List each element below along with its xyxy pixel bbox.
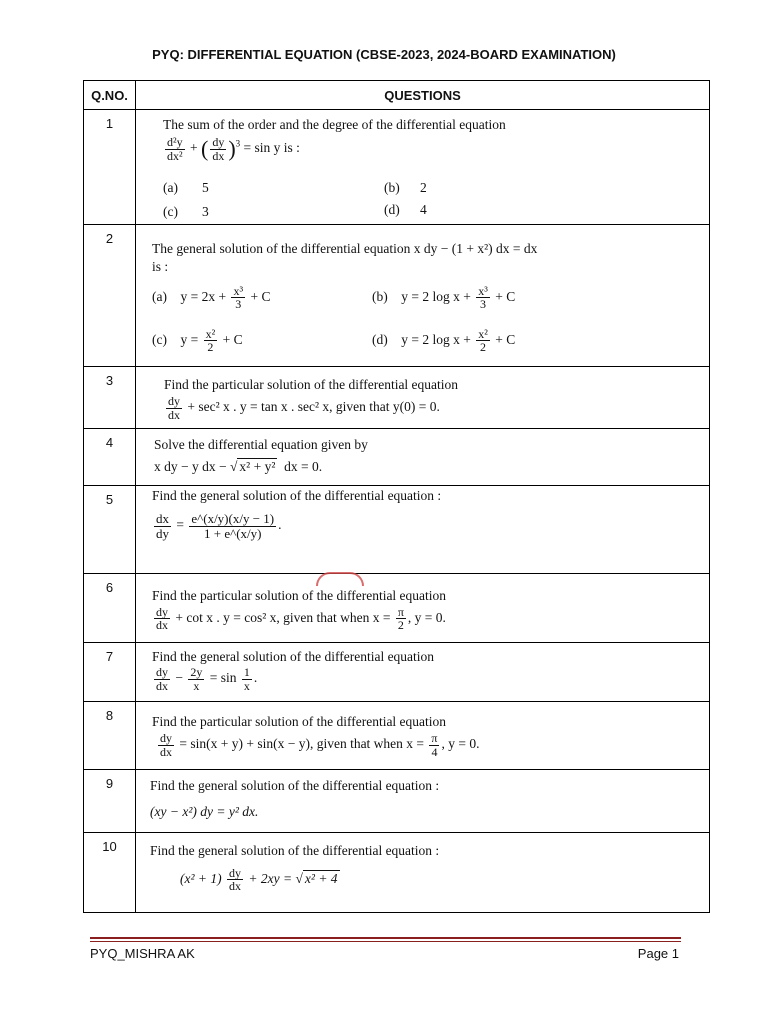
question-text: Solve the differential equation given by (154, 437, 368, 453)
question-number: 5 (84, 486, 136, 573)
table-row (84, 832, 710, 912)
question-text: Find the general solution of the differential equation : (150, 778, 440, 794)
question-text-2: is : (152, 258, 169, 274)
option-b: (b) y = 2 log x + $\frac{\text{x³}}{3}$ + C (372, 283, 516, 312)
table-row (84, 486, 710, 573)
question-number: 8 (84, 702, 136, 770)
table-row (84, 367, 710, 429)
question-equation: $\frac{dy}{dx}$ + cot x . y = cos² x, given that when x = $\frac{\pi}{2}$ , y = 0. (156, 604, 446, 633)
question-equation: $\frac{dy}{dx}$ − $\frac{2y}{x}$ = sin $\frac{1}{x}$ . (156, 664, 258, 693)
question-cell (136, 224, 710, 367)
question-text: Find the general solution of the differential equation (152, 648, 435, 664)
page-title: PYQ: DIFFERENTIAL EQUATION (CBSE-2023, 2024-BOARD EXAMINATION) (152, 47, 616, 62)
header-qno: Q.NO. (84, 81, 136, 110)
table-row (84, 224, 710, 367)
question-text: The general solution of the differential equation x dy − (1 + x²) dx = dx (152, 240, 538, 256)
table-row (84, 573, 710, 642)
question-text: Find the general solution of the differential equation : (150, 842, 440, 858)
option-a-value: 5 (202, 180, 209, 196)
question-equation: $\frac{dy}{dx}$ + sec² x . y = tan x . sec² x, given that y(0) = 0. (168, 394, 440, 422)
questions-table (83, 80, 710, 913)
table-row (84, 429, 710, 486)
table-row (84, 110, 710, 224)
question-equation: $\frac{\text{d²y}}{\text{dx²}}$ + ( $\frac{dy}{dx}$ )$^3$ = sin y is : (167, 135, 300, 163)
table-header-row (84, 81, 710, 110)
header-questions: QUESTIONS (136, 81, 710, 110)
question-cell (136, 573, 710, 642)
question-cell (136, 429, 710, 486)
question-number: 3 (84, 367, 136, 429)
footer-rule-thin (90, 941, 681, 942)
question-text: Find the particular solution of the differential equation (164, 377, 459, 392)
option-c-value: 3 (202, 204, 209, 220)
option-d: (d) y = 2 log x + $\frac{\text{x²}}{2}$ + C (372, 326, 516, 355)
question-equation: (x² + 1) $\frac{dy}{dx}$ + 2xy = √ x² + 4 (180, 865, 338, 894)
question-cell (136, 642, 710, 701)
question-text: Find the particular solution of the differential equation (152, 587, 447, 603)
option-c: (c) y = $\frac{\text{x²}}{2}$ + C (152, 326, 243, 355)
question-number: 2 (84, 224, 136, 367)
question-number: 10 (84, 832, 136, 912)
question-cell (136, 702, 710, 770)
option-b-value: 2 (420, 180, 427, 196)
question-number: 4 (84, 429, 136, 486)
table-row (84, 642, 710, 701)
question-number: 7 (84, 642, 136, 701)
question-text: Find the general solution of the differential equation : (152, 488, 442, 504)
footer-rule (90, 937, 681, 939)
school-seal-fragment (316, 572, 364, 586)
question-equation: $\frac{dx}{dy}$ = $\frac{e\^{}(x/y)(x/y - 1)}{1 + e\^{}(x/y)}$ . (156, 511, 282, 542)
question-cell (136, 770, 710, 832)
question-number: 1 (84, 110, 136, 224)
option-b-label: (b) (384, 180, 400, 196)
option-d-label: (d) (384, 202, 400, 218)
option-a: (a) y = 2x + $\frac{\text{x³}}{3}$ + C (152, 283, 271, 312)
option-d-value: 4 (420, 202, 427, 218)
question-number: 9 (84, 770, 136, 832)
question-equation: (xy − x²) dy = y² dx. (150, 804, 259, 820)
question-equation: x dy − y dx − √ x² + y² dx = 0. (154, 459, 323, 475)
option-a-label: (a) (163, 180, 178, 196)
footer-author: PYQ_MISHRA AK (90, 946, 195, 961)
table-row (84, 702, 710, 770)
question-equation: $\frac{dy}{dx}$ = sin(x + y) + sin(x − y), given that when x = $\frac{\pi}{4}$ , y = 0. (160, 731, 480, 759)
question-number: 6 (84, 573, 136, 642)
question-cell (136, 832, 710, 912)
question-cell (136, 367, 710, 429)
question-text: The sum of the order and the degree of the differential equation (163, 117, 506, 133)
page-number: Page 1 (637, 946, 679, 961)
question-text: Find the particular solution of the differential equation (152, 714, 447, 730)
question-cell (136, 110, 710, 224)
question-cell (136, 486, 710, 573)
table-row (84, 770, 710, 832)
option-c-label: (c) (163, 204, 178, 220)
